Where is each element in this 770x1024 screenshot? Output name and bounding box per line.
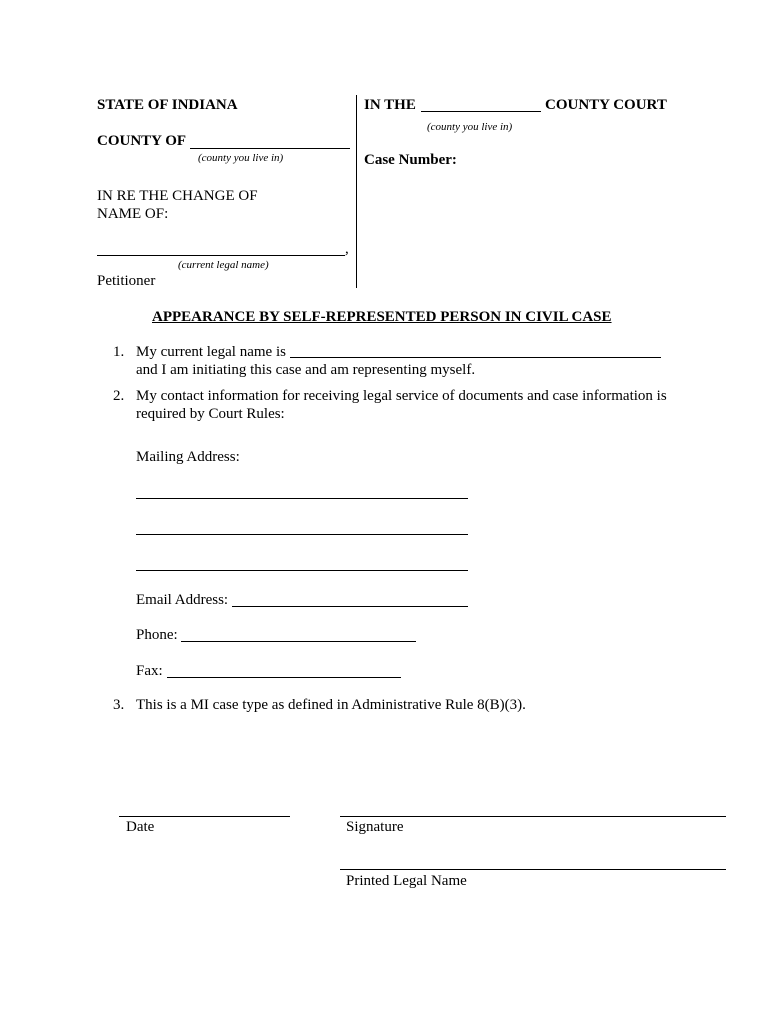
mailing-address-line-1[interactable] <box>136 484 468 499</box>
phone-label: Phone: <box>136 627 178 643</box>
current-name-hint: (current legal name) <box>178 259 269 271</box>
court-county-hint: (county you live in) <box>427 121 513 133</box>
item-3-text: This is a MI case type as defined in Administrative Rule 8(B)(3). <box>136 697 526 713</box>
legal-name-field[interactable] <box>290 343 661 358</box>
court-county-field[interactable] <box>421 97 541 112</box>
caption-divider <box>356 95 357 288</box>
item-3-number: 3. <box>113 697 125 713</box>
date-field[interactable] <box>119 802 290 817</box>
in-re-label: IN RE THE CHANGE OF <box>97 188 258 204</box>
item-1-number: 1. <box>113 344 125 360</box>
county-of-label: COUNTY OF <box>97 133 187 149</box>
signature-field[interactable] <box>340 802 726 817</box>
item-2-text: My contact information for receiving legal service of documents and case information is <box>136 388 667 404</box>
case-number-label: Case Number: <box>364 152 457 168</box>
date-label: Date <box>126 819 155 835</box>
petitioner-label: Petitioner <box>97 273 156 289</box>
printed-name-label: Printed Legal Name <box>346 873 467 889</box>
email-label: Email Address: <box>136 592 229 608</box>
fax-field[interactable] <box>167 663 401 678</box>
mailing-address-line-2[interactable] <box>136 520 468 535</box>
county-of-field[interactable] <box>190 134 350 149</box>
fax-label: Fax: <box>136 663 163 679</box>
item-1-text-continued: and I am initiating this case and am representing myself. <box>136 362 476 378</box>
county-of-hint: (county you live in) <box>198 152 284 164</box>
item-2-number: 2. <box>113 388 125 404</box>
in-the-label: IN THE <box>364 97 416 113</box>
item-1-text: My current legal name is <box>136 344 286 360</box>
name-comma: , <box>345 241 349 257</box>
item-2-text-continued: required by Court Rules: <box>136 406 285 422</box>
current-name-field[interactable] <box>97 240 345 256</box>
county-court-label: COUNTY COURT <box>545 97 667 113</box>
phone-field[interactable] <box>181 627 416 642</box>
mailing-address-line-3[interactable] <box>136 556 468 571</box>
email-field[interactable] <box>232 592 468 607</box>
name-of-label: NAME OF: <box>97 206 169 222</box>
state-label: STATE OF INDIANA <box>97 97 238 113</box>
printed-name-field[interactable] <box>340 855 726 870</box>
document-title: APPEARANCE BY SELF-REPRESENTED PERSON IN CIVIL CASE <box>152 309 612 325</box>
signature-label: Signature <box>346 819 404 835</box>
mailing-address-label: Mailing Address: <box>136 449 240 465</box>
